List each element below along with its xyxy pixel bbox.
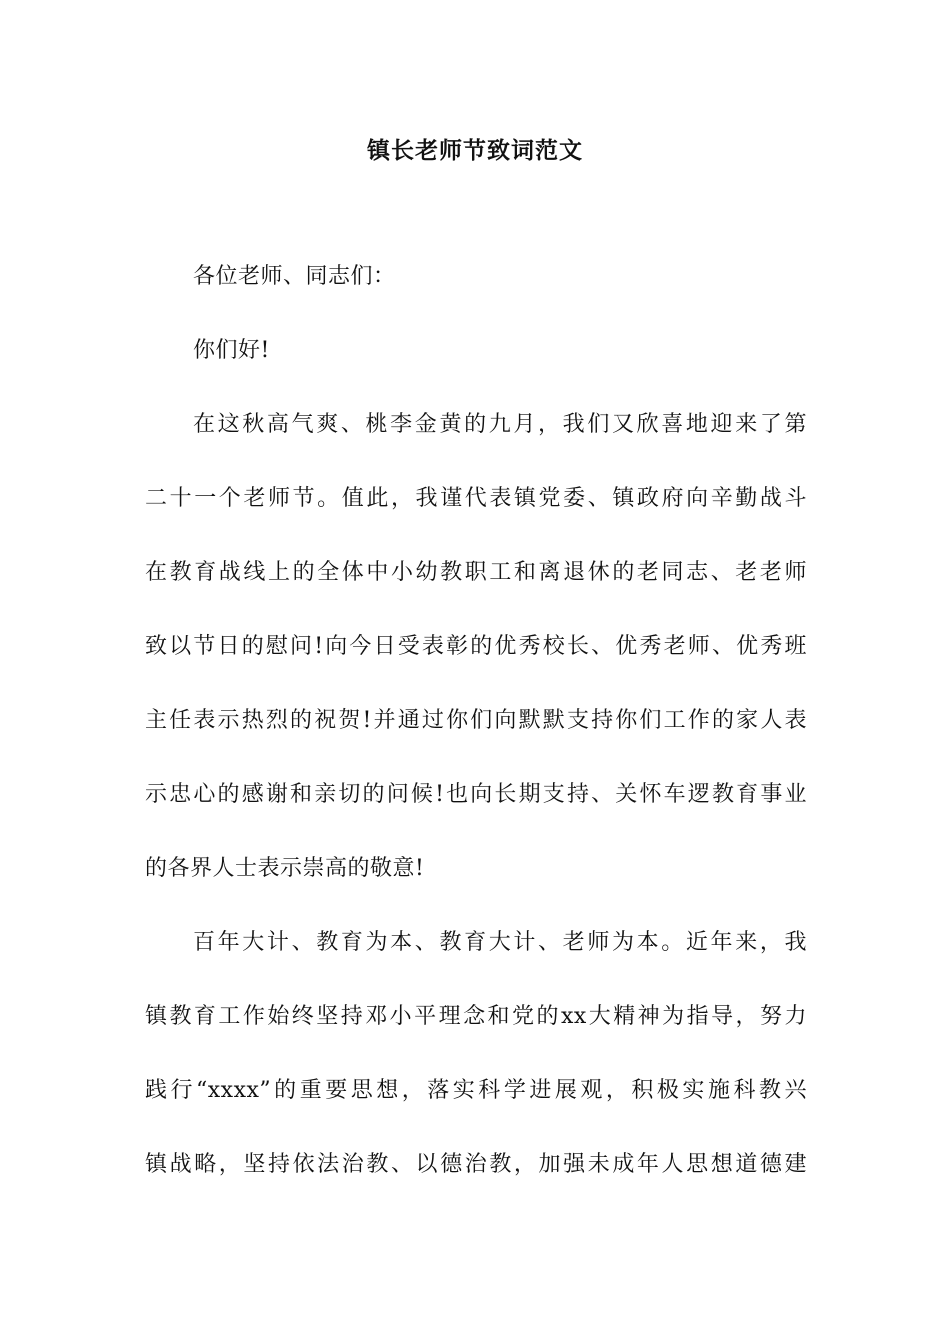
document-body	[145, 258, 807, 1220]
greeting-line: 你们好!	[193, 338, 270, 363]
paragraph-line: 示忠心的感谢和亲切的问候!也向长期支持、关怀车逻教育事业	[145, 782, 807, 807]
paragraph-line: 镇战略，坚持依法治教、以德治教，加强未成年人思想道德建	[145, 1152, 807, 1177]
paragraph-line: 致以节日的慰问!向今日受表彰的优秀校长、优秀老师、优秀班	[145, 634, 807, 659]
paragraph-line: 百年大计、教育为本、教育大计、老师为本。近年来，我	[193, 930, 807, 955]
paragraph-line: 主任表示热烈的祝贺!并通过你们向默默支持你们工作的家人表	[145, 708, 807, 733]
page-title: 镇长老师节致词范文	[367, 137, 583, 164]
paragraph-line: 镇教育工作始终坚持邓小平理念和党的xx大精神为指导，努力	[145, 1004, 807, 1029]
paragraph-line: 的各界人士表示崇高的敬意!	[145, 856, 425, 881]
salutation-line: 各位老师、同志们：	[193, 264, 396, 289]
paragraph-line: 在这秋高气爽、桃李金黄的九月，我们又欣喜地迎来了第	[193, 412, 807, 437]
paragraph-line: 在教育战线上的全体中小幼教职工和离退休的老同志、老老师	[145, 560, 807, 585]
paragraph-line: 践行“xxxx”的重要思想，落实科学进展观，积极实施科教兴	[145, 1078, 807, 1103]
paragraph-line: 二十一个老师节。值此，我谨代表镇党委、镇政府向辛勤战斗	[145, 486, 807, 511]
